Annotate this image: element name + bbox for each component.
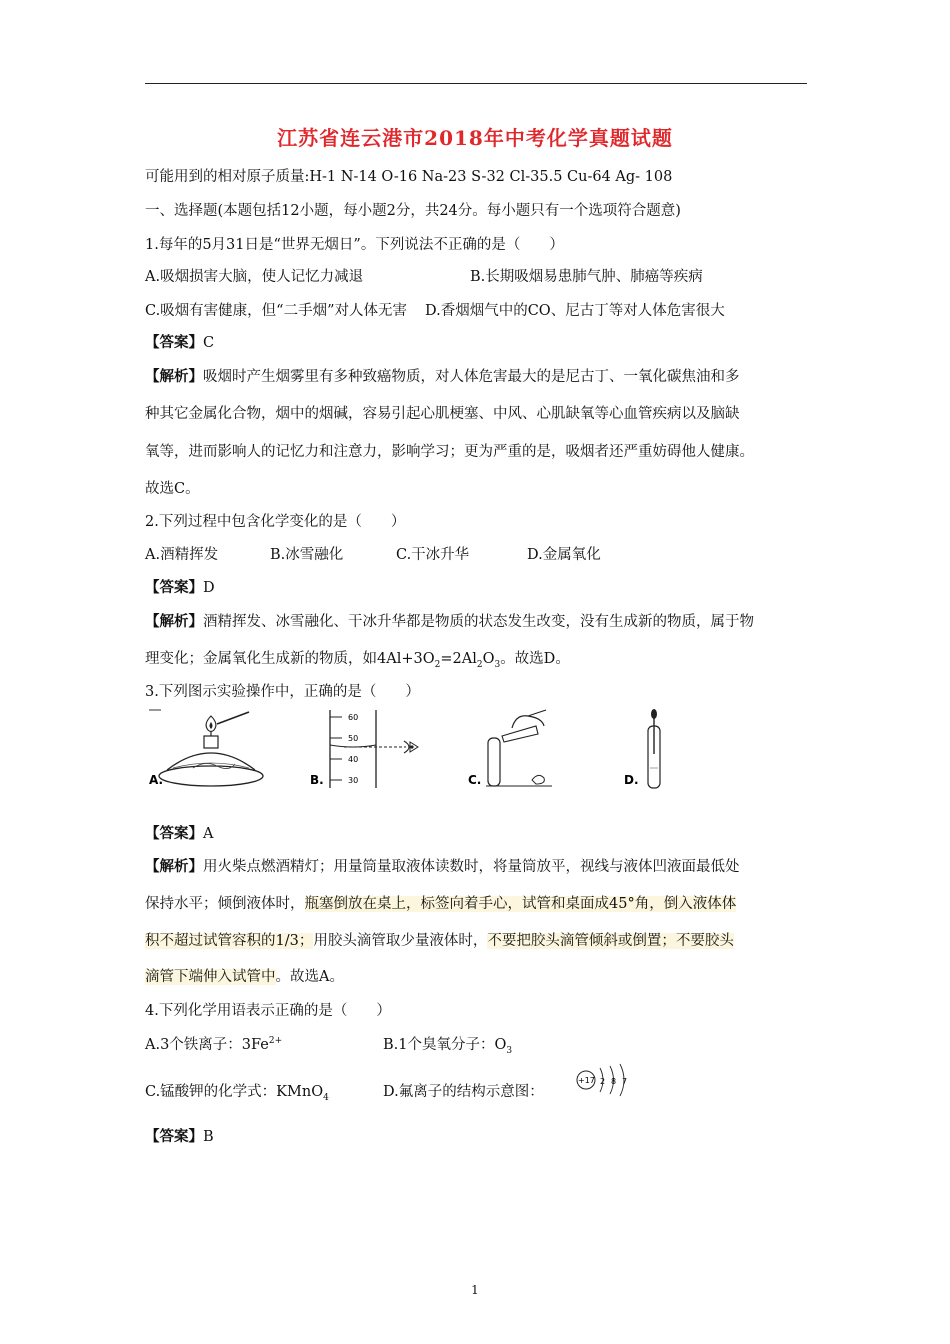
analysis-text: 酒精挥发、冰雪融化、干冰升华都是物质的状态发生改变，没有生成新的物质，属于物 [203,614,754,630]
q3-analysis-3 [145,929,734,950]
analysis-text: 吸烟时产生烟雾里有多种致癌物质，对人体危害最大的是尼古丁、一氧化碳焦油和多 [203,369,740,385]
answer-tag: 【答案】 [145,334,203,351]
tick-60: 60 [348,713,359,722]
q3-analysis-1 [145,855,740,876]
figure-label-b: B. [310,773,324,787]
q3-analysis-4 [145,965,344,986]
option-text: B.1个臭氧分子：O [383,1037,507,1053]
answer-value: D [203,580,215,596]
nucleus-charge: +17 [578,1076,595,1085]
atomic-masses: 可能用到的相对原子质量:H-1 N-14 O-16 Na-23 S-32 Cl-35.5 Cu-64 Ag- 108 [145,169,673,185]
q4-stem: 4.下列化学用语表示正确的是（ ） [145,1003,391,1019]
section-heading: 一、选择题(本题包括12小题，每小题2分，共24分。每小题只有一个选项符合题意) [145,203,681,219]
q2-answer [145,576,215,597]
q1-stem: 1.每年的5月31日是“世界无烟日”。下列说法不正确的是（ ） [145,237,564,253]
q1-option-d: D.香烟烟气中的CO、尼古丁等对人体危害很大 [425,303,725,319]
q3-answer [145,822,213,843]
shell-2-electrons: 8 [611,1077,617,1086]
q2-option-a: A.酒精挥发 [145,547,219,563]
figure-a-alcohol-lamp [145,708,285,792]
answer-value: B [203,1129,214,1145]
q1-analysis-2: 种其它金属化合物，烟中的烟碱，容易引起心肌梗塞、中风、心肌缺氧等心血管疾病以及脑缺 [145,406,740,422]
equation-rhs: =2Al [440,651,477,667]
q4-option-b [383,1033,512,1056]
page-number: 1 [471,1283,479,1297]
q2-stem: 2.下列过程中包含化学变化的是（ ） [145,514,406,530]
q1-answer [145,331,214,352]
subscript: 4 [323,1092,329,1103]
answer-tag: 【答案】 [145,825,203,842]
tick-50: 50 [348,734,359,743]
q2-analysis-2 [145,647,570,670]
analysis-conclusion: 。故选D。 [500,651,570,667]
header-rule [145,83,807,84]
option-text: A.3个铁离子：3Fe [145,1037,269,1053]
q1-option-b: B.长期吸烟易患肺气肿、肺癌等疾病 [470,269,703,285]
q2-option-d: D.金属氧化 [527,547,601,563]
ion-structure-diagram [572,1062,642,1098]
figure-label-c: C. [468,773,482,787]
q4-option-a [145,1033,282,1054]
page-title: 江苏省连云港市2018年中考化学真题试题 [277,126,673,150]
q3-stem: 3.下列图示实验操作中，正确的是（ ） [145,684,420,700]
subscript: 2 [434,659,441,670]
subscript: 2 [476,659,483,670]
q1-option-c: C.吸烟有害健康，但“二手烟”对人体无害 [145,303,408,319]
analysis-text: 用火柴点燃酒精灯；用量筒量取液体读数时，将量筒放平，视线与液体凹液面最低处 [203,859,740,875]
answer-tag: 【答案】 [145,1128,203,1145]
highlighted-text: 滴管下端伸入试管中 [145,969,276,985]
equation-o: O [482,651,495,667]
analysis-text: 用胶头滴管取少量液体时， [313,933,488,949]
answer-tag: 【答案】 [145,579,203,596]
tick-40: 40 [348,755,359,764]
q3-analysis-2 [145,892,736,913]
figure-label-d: D. [624,773,639,787]
analysis-tag: 【解析】 [145,368,203,385]
q2-option-c: C.干冰升华 [396,547,470,563]
shell-3-electrons: 7 [622,1077,628,1086]
shell-1-electrons: 2 [600,1077,606,1086]
q2-analysis-1 [145,610,754,631]
tick-30: 30 [348,776,359,785]
figure-d-dropper [622,708,682,792]
q4-option-d: D.氟离子的结构示意图： [383,1084,544,1100]
figure-c-pouring-liquid [466,708,576,792]
answer-value: C [203,335,215,351]
q1-option-a: A.吸烟损害大脑，使人记忆力减退 [145,269,364,285]
analysis-tag: 【解析】 [145,858,203,875]
analysis-tag: 【解析】 [145,613,203,630]
q1-analysis-4: 故选C。 [145,481,200,497]
highlighted-text: 不要把胶头滴管倾斜或倒置；不要胶头 [487,933,734,949]
equation-lhs: 理变化；金属氧化生成新的物质，如4Al+3O [145,651,435,667]
option-text: C.锰酸钾的化学式：KMnO [145,1084,324,1100]
q4-option-c [145,1080,329,1103]
subscript: 3 [506,1045,513,1056]
subscript: 3 [494,659,501,670]
analysis-conclusion: 。故选A。 [275,969,344,985]
q1-analysis-1 [145,365,740,386]
q4-answer [145,1125,214,1146]
figure-label-a: A. [149,773,164,787]
highlighted-text: 积不超过试管容积的1/3； [145,933,314,949]
superscript: 2+ [268,1036,283,1047]
figure-b-graduated-cylinder [308,708,438,792]
analysis-text: 保持水平；倾倒液体时， [145,896,305,912]
q2-option-b: B.冰雪融化 [270,547,344,563]
q1-analysis-3: 氧等，进而影响人的记忆力和注意力，影响学习；更为严重的是，吸烟者还严重妨碍他人健康。 [145,444,754,460]
answer-value: A [203,826,214,842]
highlighted-text: 瓶塞倒放在桌上，标签向着手心，试管和桌面成45°角，倒入液体体 [304,896,737,912]
